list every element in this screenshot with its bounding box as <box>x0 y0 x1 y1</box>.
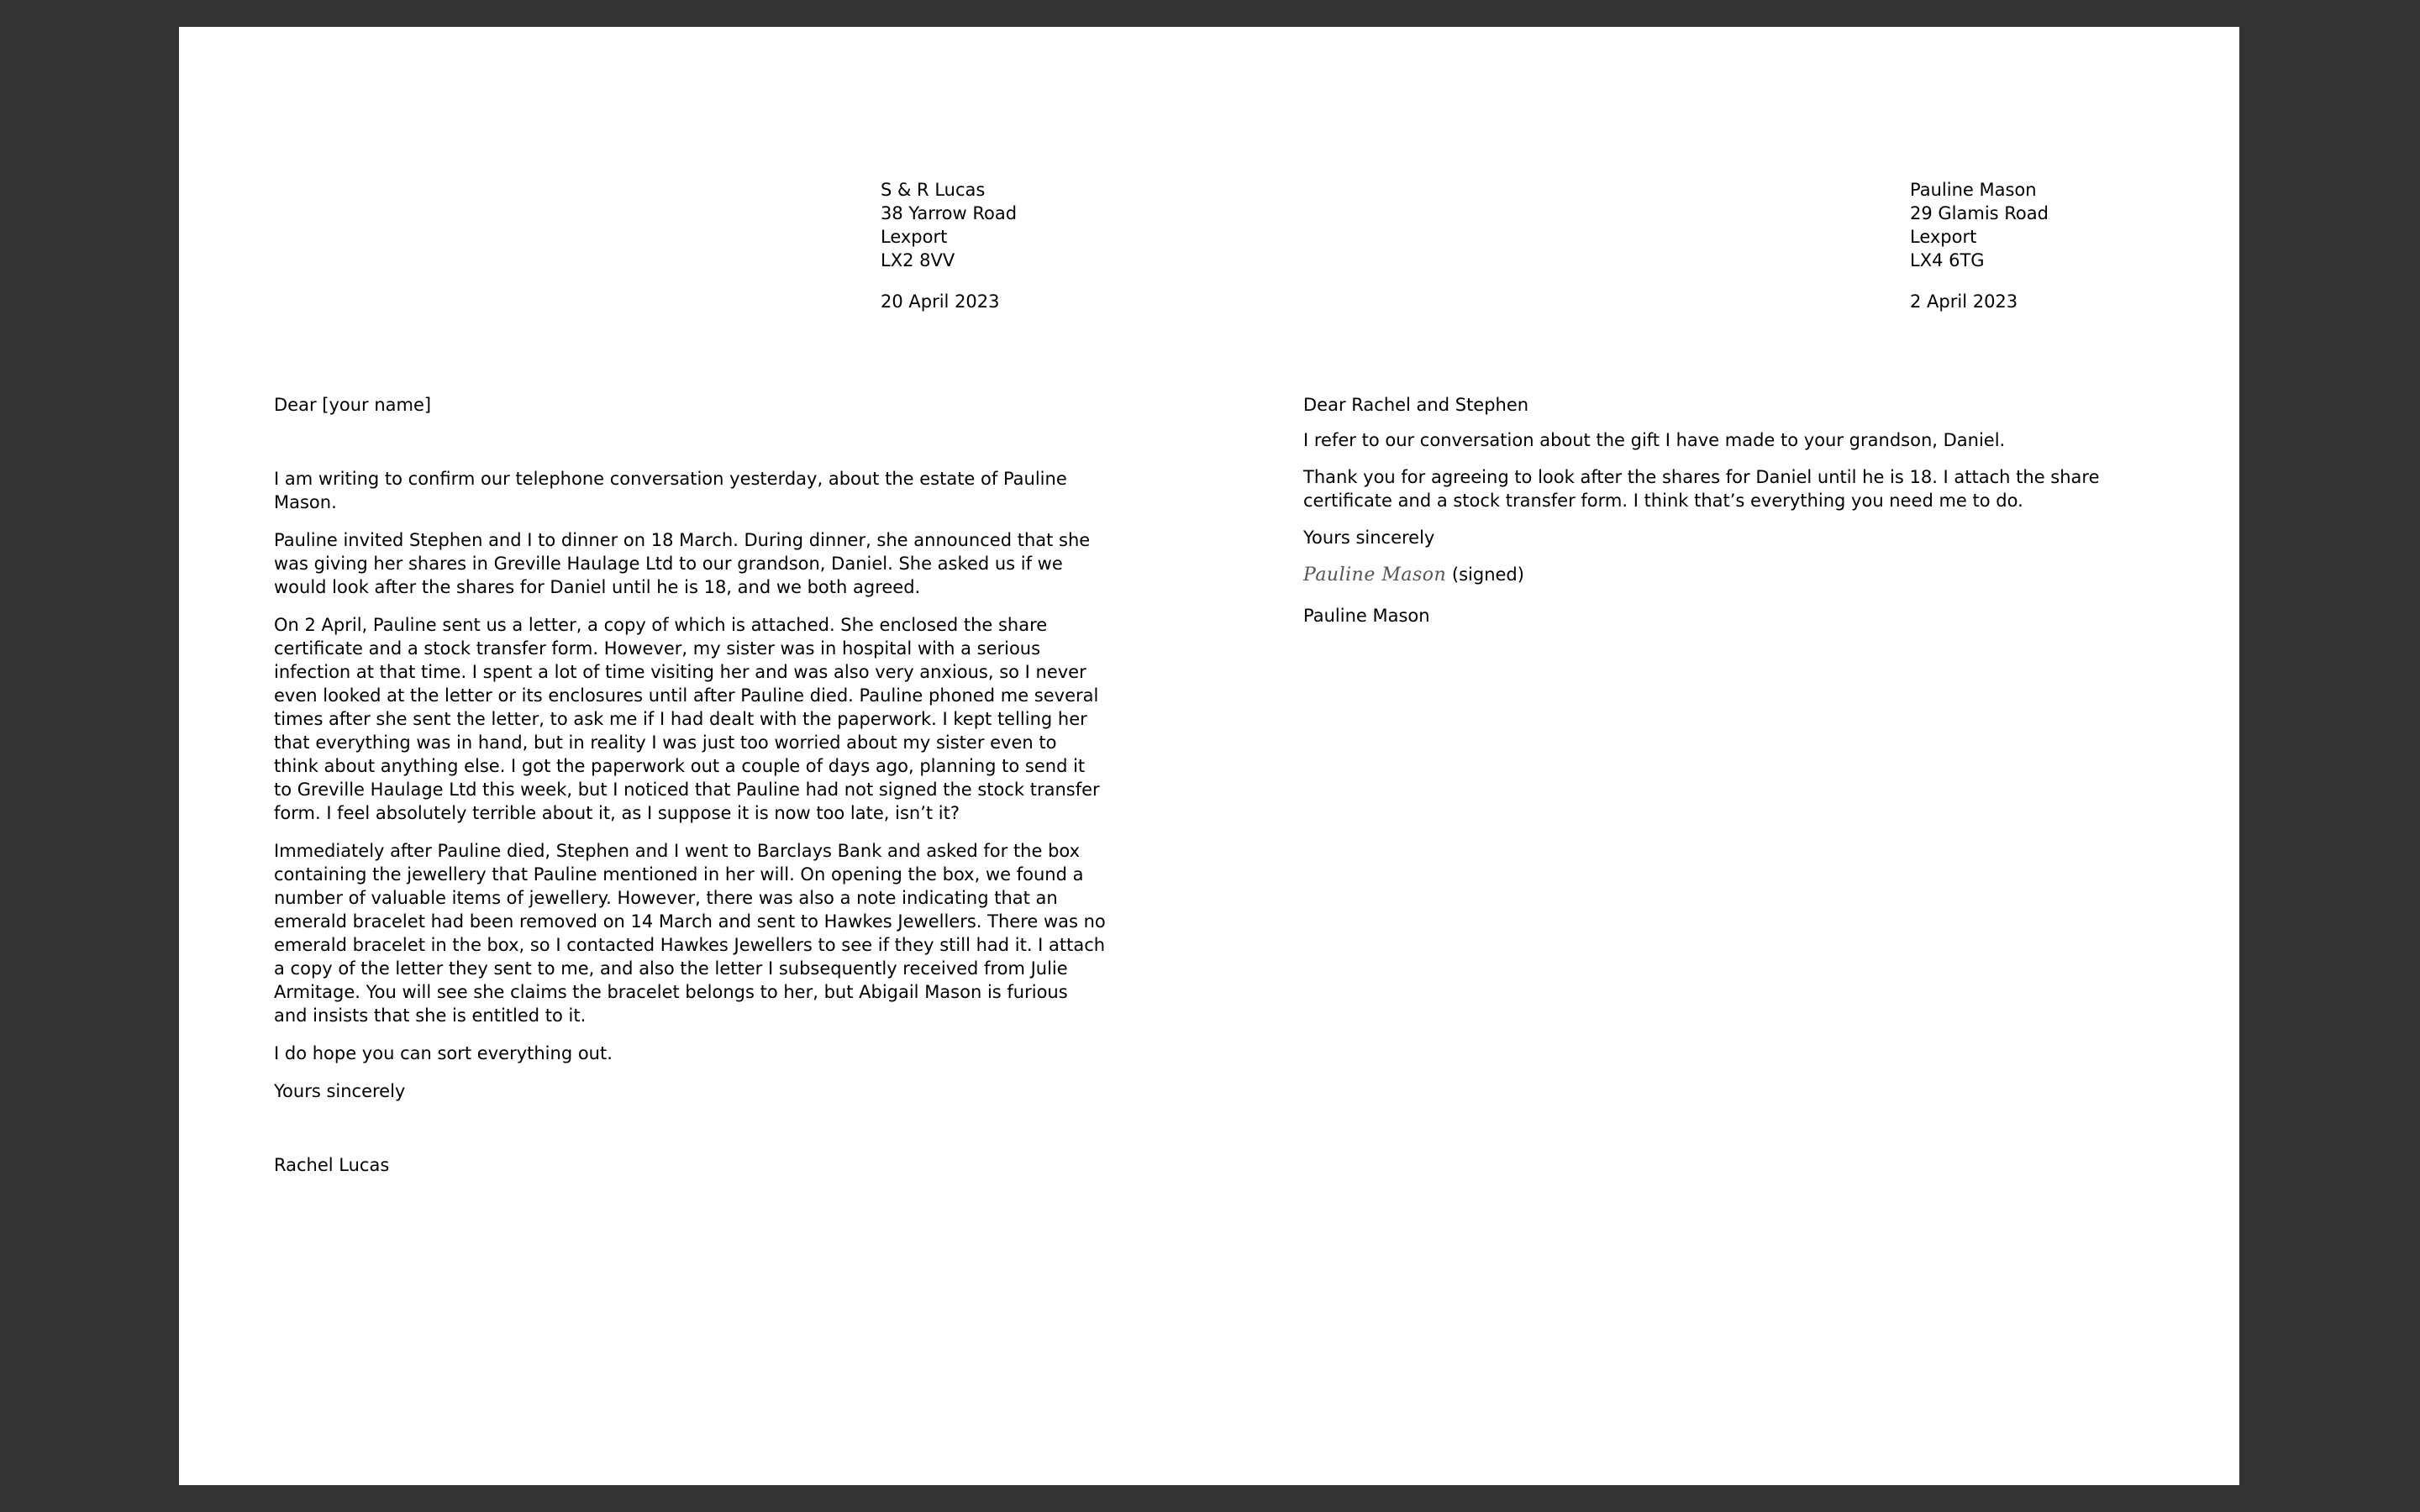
signature-note: (signed) <box>1451 564 1524 585</box>
paragraph: I do hope you can sort everything out. <box>274 1043 613 1063</box>
paragraph: I am writing to confirm our telephone conversation yesterday, about the estate of Pauline Mason. <box>274 469 1067 512</box>
address-line: 38 Yarrow Road <box>881 203 1018 223</box>
sender-address <box>1910 178 2049 313</box>
address-line: Lexport <box>881 227 948 247</box>
letter-pauline-mason <box>1303 27 2135 1485</box>
salutation: Dear [your name] <box>274 395 432 415</box>
sender-address <box>881 178 1017 313</box>
paragraph: Thank you for agreeing to look after the shares for Daniel until he is 18. I attach the share certificate and a stock transfer form. I think that’s everything you need me to do. <box>1303 467 2100 511</box>
signature-line <box>1303 563 2135 587</box>
letter-date: 2 April 2023 <box>1910 291 2018 312</box>
letter-body <box>274 393 1106 1177</box>
salutation: Dear Rachel and Stephen <box>1303 395 1529 415</box>
paragraph: Immediately after Pauline died, Stephen and I went to Barclays Bank and asked for the box containing the jewellery that Pauline mentioned in her will. On opening the box, we found a number of valuable items of jewellery. However, there was also a note indicating that an emerald bracelet had been removed on 14 March and sent to Hawkes Jewellers. There was no emerald bracelet in the box, so I contacted Hawkes Jewellers to see if they still had it. I attach a copy of the letter they sent to me, and also the letter I subsequently received from Julie Armitage. You will see she claims the bracelet belongs to her, but Abigail Mason is furious and insists that she is entitled to it. <box>274 841 1106 1026</box>
letter-date: 20 April 2023 <box>881 291 1000 312</box>
address-line: LX4 6TG <box>1910 250 1985 270</box>
address-line: LX2 8VV <box>881 250 955 270</box>
paragraph: Pauline invited Stephen and I to dinner on 18 March. During dinner, she announced that she was giving her shares in Greville Haulage Ltd to our grandson, Daniel. She asked us if we would look after the shares for Daniel until he is 18, and we both agreed. <box>274 530 1091 597</box>
paragraph: I refer to our conversation about the gift I have made to your grandson, Daniel. <box>1303 430 2006 450</box>
letter-body <box>1303 393 2135 627</box>
signer-name: Pauline Mason <box>1303 606 1430 626</box>
signer-name: Rachel Lucas <box>274 1155 390 1175</box>
address-line: Pauline Mason <box>1910 180 2037 200</box>
document-page <box>179 27 2239 1485</box>
address-line: Lexport <box>1910 227 1977 247</box>
letter-rachel-lucas <box>274 27 1106 1485</box>
paragraph: On 2 April, Pauline sent us a letter, a copy of which is attached. She enclosed the share certificate and a stock transfer form. However, my sister was in hospital with a serious infection at that time. I spent a lot of time visiting her and was also very anxious, so I never even looked at the letter or its enclosures until after Pauline died. Pauline phoned me several times after she sent the letter, to ask me if I had dealt with the paperwork. I kept telling her that everything was in hand, but in reality I was just too worried about my sister even to think about anything else. I got the paperwork out a couple of days ago, planning to send it to Greville Haulage Ltd this week, but I noticed that Pauline had not signed the stock transfer form. I feel absolutely terrible about it, as I suppose it is now too late, isn’t it? <box>274 615 1100 823</box>
address-line: S & R Lucas <box>881 180 986 200</box>
closing: Yours sincerely <box>1303 528 1435 548</box>
handwritten-signature: Pauline Mason <box>1303 564 1447 585</box>
closing: Yours sincerely <box>274 1081 406 1101</box>
address-line: 29 Glamis Road <box>1910 203 2049 223</box>
